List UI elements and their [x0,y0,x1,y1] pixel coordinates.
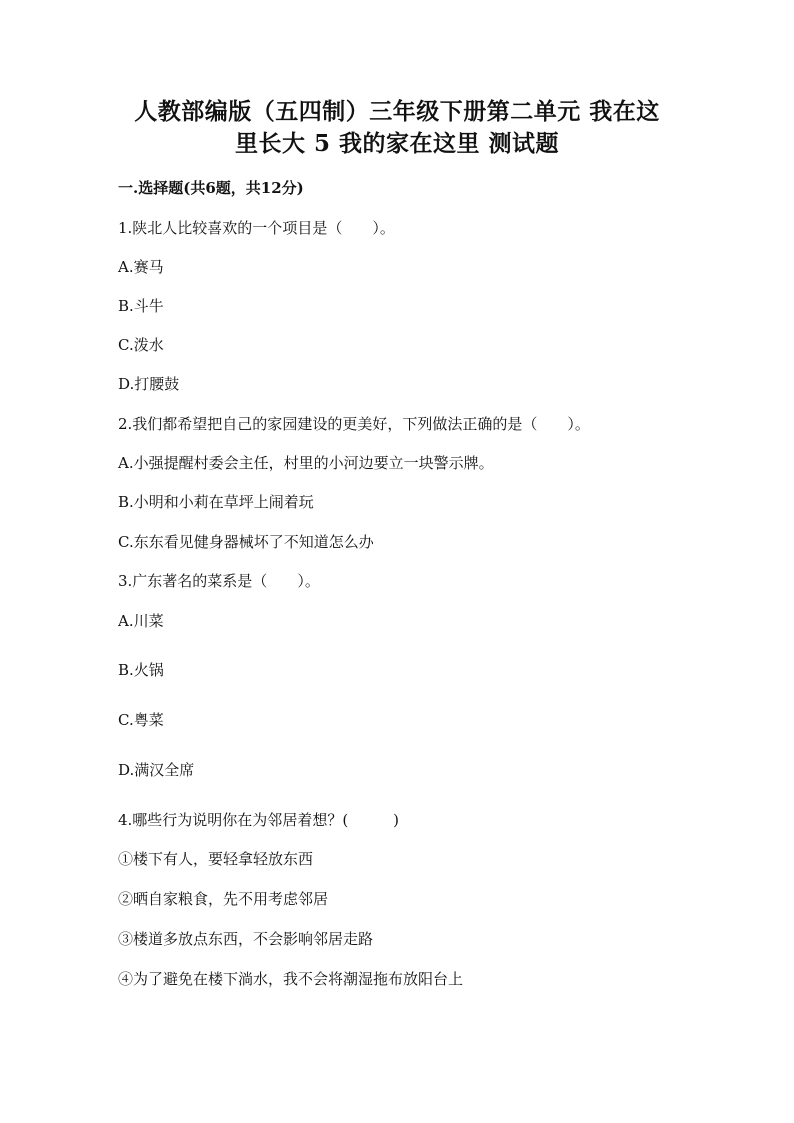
question-2-option-c: C.东东看见健身器械坏了不知道怎么办 [118,533,374,551]
question-2-stem: 2.我们都希望把自己的家园建设的更美好，下列做法正确的是（ ）。 [118,415,590,433]
page-title-line-1: 人教部编版（五四制）三年级下册第二单元 我在这 [134,98,660,125]
section-header: 一.选择题(共6题，共12分) [118,179,304,197]
question-3-option-d: D.满汉全席 [118,761,195,779]
question-2-option-a: A.小强提醒村委会主任，村里的小河边要立一块警示牌。 [118,454,494,472]
question-3-stem: 3.广东著名的菜系是（ ）。 [118,572,320,590]
page-title-line-2: 里长大 5 我的家在这里 测试题 [234,130,560,157]
question-3-option-c: C.粤菜 [118,711,164,729]
question-3-option-a: A.川菜 [118,612,164,630]
question-4-stem: 4.哪些行为说明你在为邻居着想？( ) [118,811,400,829]
question-4-statement-1: ①楼下有人，要轻拿轻放东西 [118,850,314,868]
question-1-option-a: A.赛马 [118,258,164,276]
question-1-stem: 1.陕北人比较喜欢的一个项目是（ ）。 [118,219,395,237]
question-1-option-b: B.斗牛 [118,297,164,315]
question-1-option-c: C.泼水 [118,336,164,354]
question-4-statement-2: ②晒自家粮食，先不用考虑邻居 [118,890,329,908]
question-1-option-d: D.打腰鼓 [118,375,180,393]
question-4-statement-4: ④为了避免在楼下淌水，我不会将潮湿拖布放阳台上 [118,970,464,988]
question-2-option-b: B.小明和小莉在草坪上闹着玩 [118,493,314,511]
question-4-statement-3: ③楼道多放点东西，不会影响邻居走路 [118,930,374,948]
question-3-option-b: B.火锅 [118,661,164,679]
